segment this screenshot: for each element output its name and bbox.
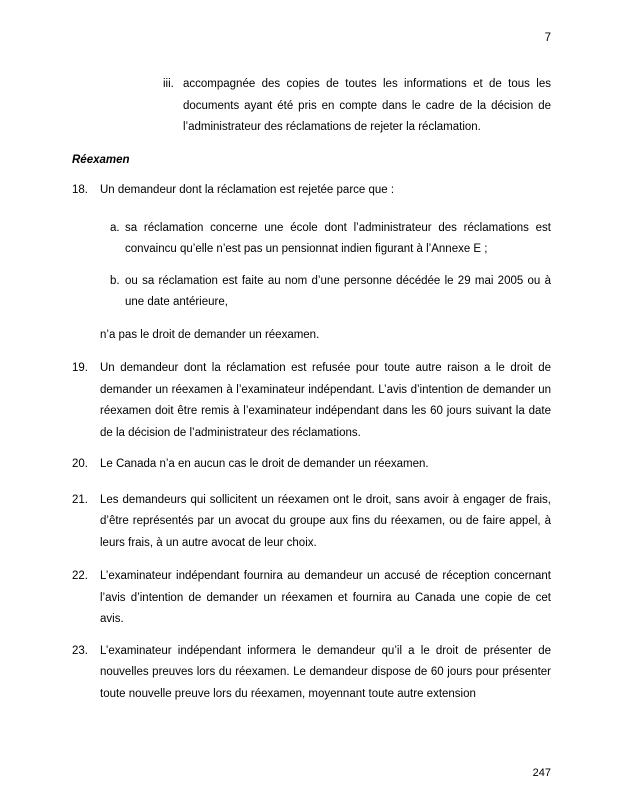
paragraph-18-text: Un demandeur dont la réclamation est rejetée parce que : [100, 184, 395, 196]
footer-page-number: 247 [532, 767, 551, 779]
paragraph-18-number: 18. [72, 184, 88, 196]
paragraph-20 [72, 454, 551, 476]
paragraph-23 [72, 641, 551, 706]
subitem-a [110, 218, 551, 261]
paragraph-19-text: Un demandeur dont la réclamation est refusée pour toute autre raison a le droit de demander un réexamen à l’examinateur indépendant. L’avis d’intention de demander un réexamen doit être remis à l’examinateur indépendant dans les 60 jours suivant la date de la décision de l’administrateur des réclamations. [100, 362, 551, 439]
paragraph-22-number: 22. [72, 570, 88, 582]
paragraph-18 [72, 180, 551, 202]
paragraph-23-number: 23. [72, 644, 88, 657]
header-page-number: 7 [544, 32, 551, 44]
paragraph-22-text: L’examinateur indépendant fournira au demandeur un accusé de réception concernant l’avis d’intention de demander un réexamen et fournira au Canada une copie de cet avis. [100, 570, 551, 625]
paragraph-19-number: 19. [72, 362, 88, 374]
paragraph-21-text: Les demandeurs qui sollicitent un réexamen ont le droit, sans avoir à engager de frais, d’être représentés par un avocat du groupe aux fins du réexamen, ou de faire appel, à leurs frais, à un autre avocat de leur choix. [100, 493, 551, 549]
subitem-a-marker: a. [110, 221, 120, 234]
paragraph-19 [72, 358, 551, 444]
subitem-a-text: sa réclamation concerne une école dont l’administrateur des réclamations est convaincu qu’elle n’est pas un pensionnat indien figurant à l’Annexe E ; [125, 221, 551, 255]
list-item-iii-marker: iii. [163, 78, 174, 90]
subitem-b-marker: b. [110, 274, 120, 287]
subitem-b [110, 271, 551, 314]
subitem-b-text: ou sa réclamation est faite au nom d’une personne décédée le 29 mai 2005 ou à une date antérieure, [125, 274, 551, 308]
paragraph-23-text: L’examinateur indépendant informera le demandeur qu’il a le droit de présenter de nouvelles preuves lors du réexamen. Le demandeur dispose de 60 jours pour présenter toute nouvelle preuve lors du réexamen, moyennant toute autre extension [100, 644, 551, 700]
section-heading-reexamen: Réexamen [72, 153, 130, 166]
paragraph-20-number: 20. [72, 458, 88, 470]
paragraph-20-text: Le Canada n’a en aucun cas le droit de demander un réexamen. [100, 458, 429, 470]
paragraph-22 [72, 566, 551, 631]
paragraph-18-continuation: n’a pas le droit de demander un réexamen. [100, 328, 320, 341]
paragraph-21 [72, 490, 551, 555]
list-item-iii [163, 74, 551, 139]
list-item-iii-text: accompagnée des copies de toutes les informations et de tous les documents ayant été pris en compte dans le cadre de la décision de l’administrateur des réclamations de rejeter la réclamation. [183, 78, 551, 133]
paragraph-21-number: 21. [72, 493, 88, 506]
